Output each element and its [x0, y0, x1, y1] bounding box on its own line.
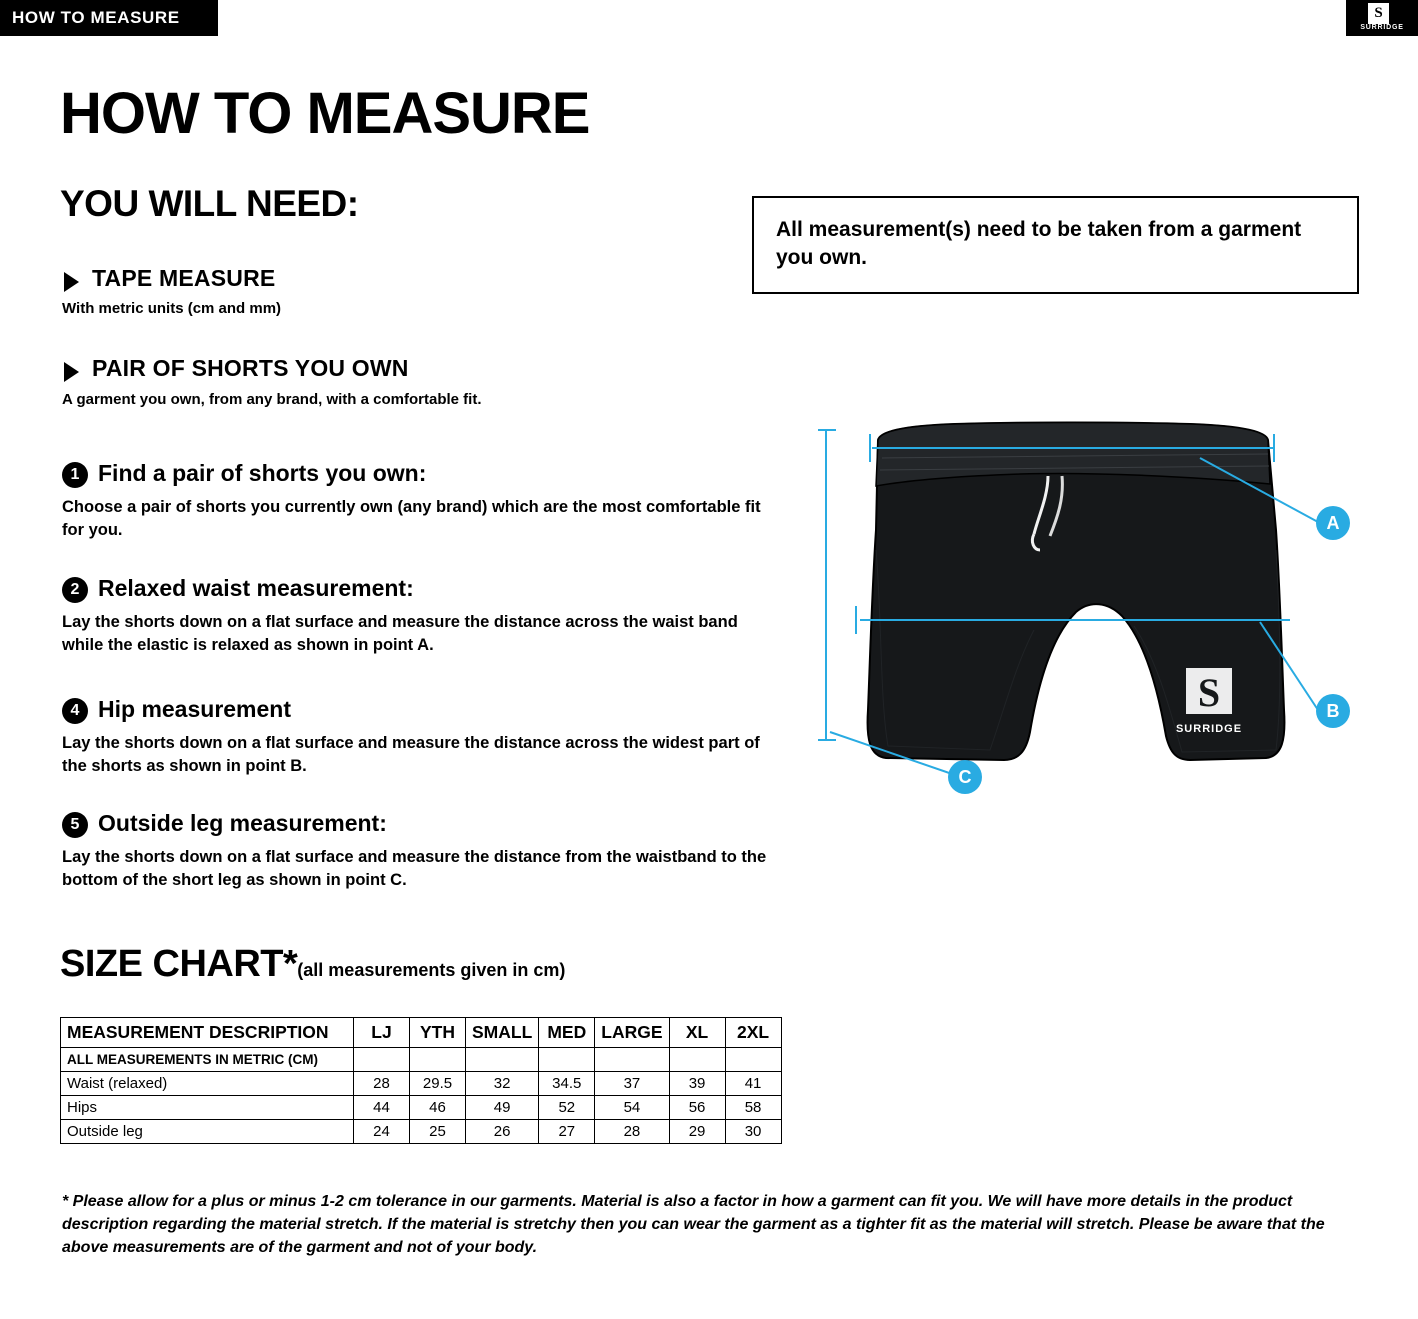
- cell-waist-2xl: 41: [725, 1072, 781, 1096]
- header-xl: XL: [669, 1018, 725, 1048]
- cell-waist-lj: 28: [354, 1072, 410, 1096]
- svg-text:S: S: [1197, 670, 1221, 715]
- header-lj: LJ: [354, 1018, 410, 1048]
- marker-b: B: [1316, 694, 1350, 728]
- size-chart-title: SIZE CHART*: [60, 943, 298, 985]
- step-5-number: 5: [62, 812, 88, 838]
- need-item-shorts-title: PAIR OF SHORTS YOU OWN: [92, 355, 409, 381]
- cell-hips-large: 54: [595, 1096, 669, 1120]
- brand-logo: [1346, 0, 1418, 36]
- metric-note-cell: [354, 1048, 410, 1072]
- metric-note-label: ALL MEASUREMENTS IN METRIC (CM): [61, 1048, 354, 1072]
- metric-note-cell: [669, 1048, 725, 1072]
- cell-leg-yth: 25: [410, 1120, 466, 1144]
- step-4-body: Lay the shorts down on a flat surface and measure the distance across the widest part of the shorts as shown in point B.: [62, 734, 760, 775]
- shorts-illustration: [790, 410, 1390, 830]
- cell-waist-large: 37: [595, 1072, 669, 1096]
- metric-note-cell: [725, 1048, 781, 1072]
- row-label-hips: Hips: [61, 1096, 354, 1120]
- page-title: HOW TO MEASURE: [60, 81, 590, 146]
- table-row-metric-note: [61, 1048, 782, 1072]
- step-1-body: Choose a pair of shorts you currently own (any brand) which are the most comfortable fit for you.: [62, 498, 761, 539]
- step-4-number: 4: [62, 698, 88, 724]
- marker-c: C: [948, 760, 982, 794]
- triangle-bullet-icon: [64, 272, 79, 292]
- top-bar-divider: [218, 0, 1346, 36]
- step-1-number: 1: [62, 462, 88, 488]
- header-large: LARGE: [595, 1018, 669, 1048]
- top-bar-title: HOW TO MEASURE: [12, 8, 180, 27]
- metric-note-cell: [539, 1048, 595, 1072]
- need-item-tape-measure: [62, 265, 762, 328]
- cell-leg-small: 26: [466, 1120, 539, 1144]
- cell-hips-med: 52: [539, 1096, 595, 1120]
- cell-leg-large: 28: [595, 1120, 669, 1144]
- brand-name-label: SURRIDGE: [1360, 24, 1404, 31]
- marker-a: A: [1316, 506, 1350, 540]
- top-bar: [0, 0, 1418, 36]
- cell-waist-small: 32: [466, 1072, 539, 1096]
- metric-note-cell: [410, 1048, 466, 1072]
- cell-waist-xl: 39: [669, 1072, 725, 1096]
- cell-waist-med: 34.5: [539, 1072, 595, 1096]
- cell-leg-2xl: 30: [725, 1120, 781, 1144]
- size-chart-heading: [60, 943, 565, 986]
- step-1-title: Find a pair of shorts you own:: [98, 460, 427, 486]
- metric-note-cell: [466, 1048, 539, 1072]
- header-measurement-description: MEASUREMENT DESCRIPTION: [61, 1018, 354, 1048]
- row-label-waist: Waist (relaxed): [61, 1072, 354, 1096]
- cell-leg-lj: 24: [354, 1120, 410, 1144]
- table-row: [61, 1096, 782, 1120]
- step-2-title: Relaxed waist measurement:: [98, 575, 414, 601]
- callout-box: [752, 196, 1359, 294]
- shorts-diagram-svg: [790, 410, 1390, 830]
- need-item-tape-measure-sub: With metric units (cm and mm): [62, 300, 282, 317]
- need-item-shorts-sub: A garment you own, from any brand, with a comfortable fit.: [62, 391, 482, 408]
- cell-hips-2xl: 58: [725, 1096, 781, 1120]
- step-5-body: Lay the shorts down on a flat surface and measure the distance from the waistband to the bottom of the short leg as shown in point C.: [62, 848, 767, 889]
- header-yth: YTH: [410, 1018, 466, 1048]
- need-item-shorts: [62, 355, 762, 418]
- cell-waist-yth: 29.5: [410, 1072, 466, 1096]
- you-will-need-heading: YOU WILL NEED:: [60, 183, 359, 224]
- table-row: [61, 1120, 782, 1144]
- size-chart-subtitle: (all measurements given in cm): [297, 960, 566, 980]
- table-header-row: [61, 1018, 782, 1048]
- cell-hips-xl: 56: [669, 1096, 725, 1120]
- header-small: SMALL: [466, 1018, 539, 1048]
- need-item-tape-measure-title: TAPE MEASURE: [92, 265, 276, 291]
- cell-hips-yth: 46: [410, 1096, 466, 1120]
- step-2-number: 2: [62, 577, 88, 603]
- step-5-title: Outside leg measurement:: [98, 810, 387, 836]
- size-chart-table: [60, 1017, 782, 1144]
- shorts-graphic: [868, 423, 1285, 761]
- cell-hips-lj: 44: [354, 1096, 410, 1120]
- brand-mark-icon: S: [1368, 3, 1389, 24]
- callout-text: All measurement(s) need to be taken from a garment you own.: [776, 218, 1302, 270]
- row-label-outside-leg: Outside leg: [61, 1120, 354, 1144]
- svg-text:SURRIDGE: SURRIDGE: [1175, 723, 1243, 735]
- metric-note-cell: [595, 1048, 669, 1072]
- cell-leg-xl: 29: [669, 1120, 725, 1144]
- header-med: MED: [539, 1018, 595, 1048]
- footnote-text: * Please allow for a plus or minus 1-2 cm tolerance in our garments. Material is also a factor in how a garment can fit you. We will have more details in the product description regarding the material stretch. If the material is stretchy then you can wear the garment as a tighter fit as the material will stretch. Please be aware that the above measurements are of the garment and not of your body.: [62, 1193, 1325, 1257]
- table-row: [61, 1072, 782, 1096]
- step-4-title: Hip measurement: [98, 696, 292, 722]
- cell-leg-med: 27: [539, 1120, 595, 1144]
- cell-hips-small: 49: [466, 1096, 539, 1120]
- triangle-bullet-icon: [64, 362, 79, 382]
- step-2-body: Lay the shorts down on a flat surface and measure the distance across the waist band while the elastic is relaxed as shown in point A.: [62, 613, 738, 654]
- header-2xl: 2XL: [725, 1018, 781, 1048]
